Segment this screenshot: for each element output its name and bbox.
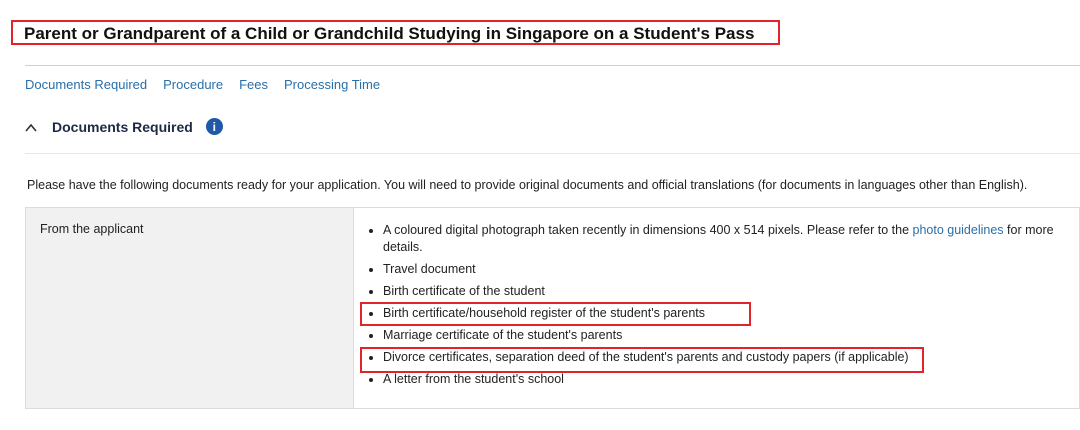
- section-nav: [25, 77, 380, 92]
- intro-text: Please have the following documents ready for your application. You will need to provide original documents and official translations (for documents in languages other than English).: [27, 178, 1028, 192]
- tab-documents-required[interactable]: Documents Required: [25, 77, 148, 92]
- chevron-up-icon[interactable]: [25, 121, 37, 133]
- list-item: Travel document: [367, 261, 1072, 278]
- list-item: Marriage certificate of the student's parents: [367, 327, 1072, 344]
- highlight-box-divorce: [360, 347, 924, 373]
- divider: [25, 65, 1080, 66]
- row-label: From the applicant: [26, 208, 354, 408]
- list-item: A letter from the student's school: [367, 371, 1072, 388]
- photo-guidelines-link[interactable]: photo guidelines: [912, 223, 1004, 237]
- tab-processing-time[interactable]: Processing Time: [284, 77, 381, 92]
- accordion-header-documents[interactable]: [25, 118, 223, 135]
- page-title: Parent or Grandparent of a Child or Grandchild Studying in Singapore on a Student's Pass: [24, 24, 755, 43]
- tab-fees[interactable]: Fees: [239, 77, 269, 92]
- section-title: Documents Required: [52, 118, 193, 135]
- tab-procedure[interactable]: Procedure: [163, 77, 224, 92]
- list-item: Birth certificate/household register of the student's parents: [367, 305, 1072, 322]
- info-icon[interactable]: i: [206, 118, 223, 135]
- highlight-box-birth-parents: [360, 302, 751, 326]
- list-item: Divorce certificates, separation deed of the student's parents and custody papers (if applicable): [367, 349, 1072, 366]
- list-item: A coloured digital photograph taken recently in dimensions 400 x 514 pixels. Please refer to the photo guidelines for more details.: [367, 222, 1072, 256]
- divider: [25, 153, 1080, 154]
- list-item: Birth certificate of the student: [367, 283, 1072, 300]
